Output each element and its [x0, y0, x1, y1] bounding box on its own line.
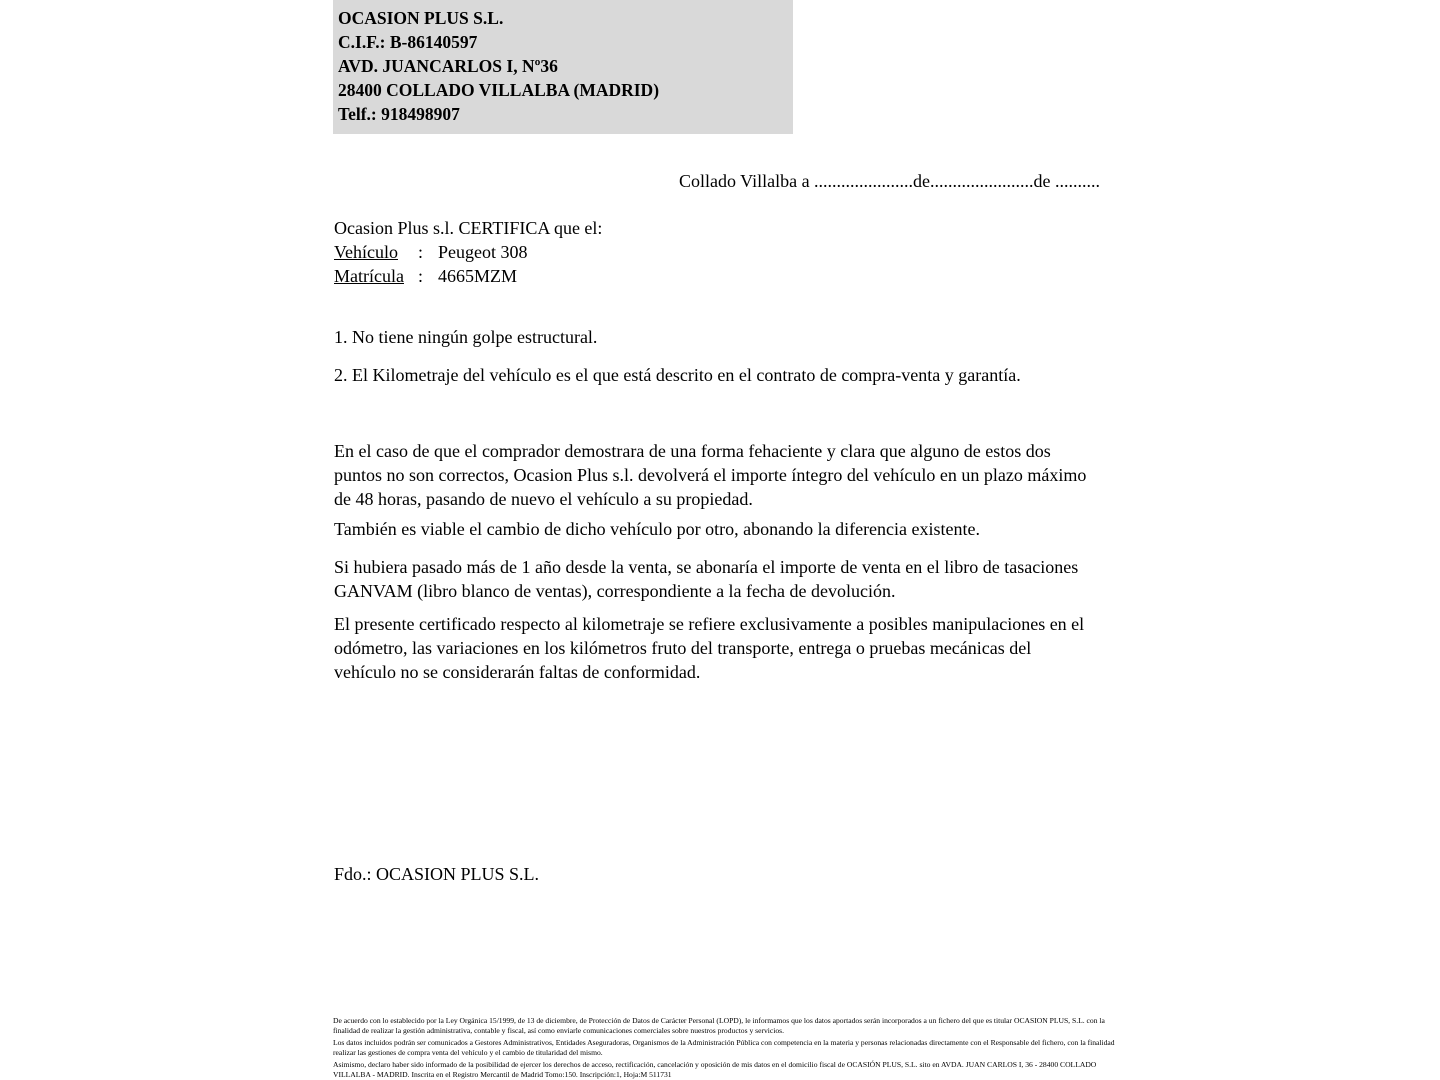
legal-footer-paragraph-3: Asimismo, declaro haber sido informado de la posibilidad de ejercer los derechos de acceso, rectificación, cancelación y oposición de mis datos en el domicilio fiscal de OCASIÓN PLUS, S.L. sito en AVDA. JUAN CARLOS I, 36 - 28400 COLLADO VILLALBA - MADRID. Inscrita en el Registro Mercantil de Madrid Tomo:150. Inscripción:1, Hoja:M 511731 [333, 1060, 1097, 1079]
company-city: 28400 COLLADO VILLALBA (MADRID) [338, 80, 660, 100]
body-paragraph-2: También es viable el cambio de dicho vehículo por otro, abonando la diferencia existente. [334, 519, 981, 539]
legal-footer-paragraph-1: De acuerdo con lo establecido por la Ley Orgánica 15/1999, de 13 de diciembre, de Protección de Datos de Carácter Personal (LOPD), le informamos que los datos aportados serán incorporados a un fichero del que es titular OCASION PLUS, S.L. con la finalidad de realizar la gestión administrativa, contable y fiscal, así como enviarle comunicaciones comerciales sobre nuestros productos y servicios. [333, 1016, 1105, 1035]
vehicle-label: Vehículo [334, 242, 398, 262]
plate-row [334, 264, 602, 288]
certify-point-2: 2. El Kilometraje del vehículo es el que está descrito en el contrato de compra-venta y garantía. [334, 365, 1021, 385]
vehicle-value: Peugeot 308 [438, 242, 528, 262]
company-name: OCASION PLUS S.L. [338, 8, 504, 28]
vehicle-separator: : [418, 242, 424, 262]
certify-intro: Ocasion Plus s.l. CERTIFICA que el: [334, 218, 603, 238]
company-phone: Telf.: 918498907 [338, 104, 460, 124]
plate-value: 4665MZM [438, 266, 518, 286]
legal-footer [333, 1016, 1123, 1080]
vehicle-row [334, 240, 602, 264]
certify-point-1: 1. No tiene ningún golpe estructural. [334, 327, 598, 347]
body-paragraph-1: En el caso de que el comprador demostrara de una forma fehaciente y clara que alguno de estos dos puntos no son correctos, Ocasion Plus s.l. devolverá el importe íntegro del vehículo en un plazo máximo de 48 horas, pasando de nuevo el vehículo a su propiedad. [334, 441, 1087, 509]
company-address: AVD. JUANCARLOS I, Nº36 [338, 56, 558, 76]
legal-footer-paragraph-2: Los datos incluidos podrán ser comunicados a Gestores Administrativos, Entidades Aseguradoras, Organismos de la Administración Pública con competencia en la materia y personas relacionadas directamente con el Responsable del fichero, con la finalidad realizar las gestiones de compra venta del vehículo y el cambio de titularidad del mismo. [333, 1038, 1115, 1057]
plate-label: Matrícula [334, 266, 404, 286]
company-cif: C.I.F.: B-86140597 [338, 32, 478, 52]
body-paragraph-3: Si hubiera pasado más de 1 año desde la venta, se abonaría el importe de venta en el libro de tasaciones GANVAM (libro blanco de ventas), correspondiente a la fecha de devolución. [334, 557, 1079, 601]
date-line: Collado Villalba a ......................de.......................de .......... [679, 171, 1101, 191]
plate-separator: : [418, 266, 424, 286]
body-paragraph-4: El presente certificado respecto al kilometraje se refiere exclusivamente a posibles manipulaciones en el odómetro, las variaciones en los kilómetros fruto del transporte, entrega o pruebas mecánicas del vehículo no se considerarán faltas de conformidad. [334, 614, 1085, 682]
signature-line: Fdo.: OCASION PLUS S.L. [334, 864, 540, 884]
certify-block [334, 216, 602, 288]
company-header-block [333, 0, 793, 134]
